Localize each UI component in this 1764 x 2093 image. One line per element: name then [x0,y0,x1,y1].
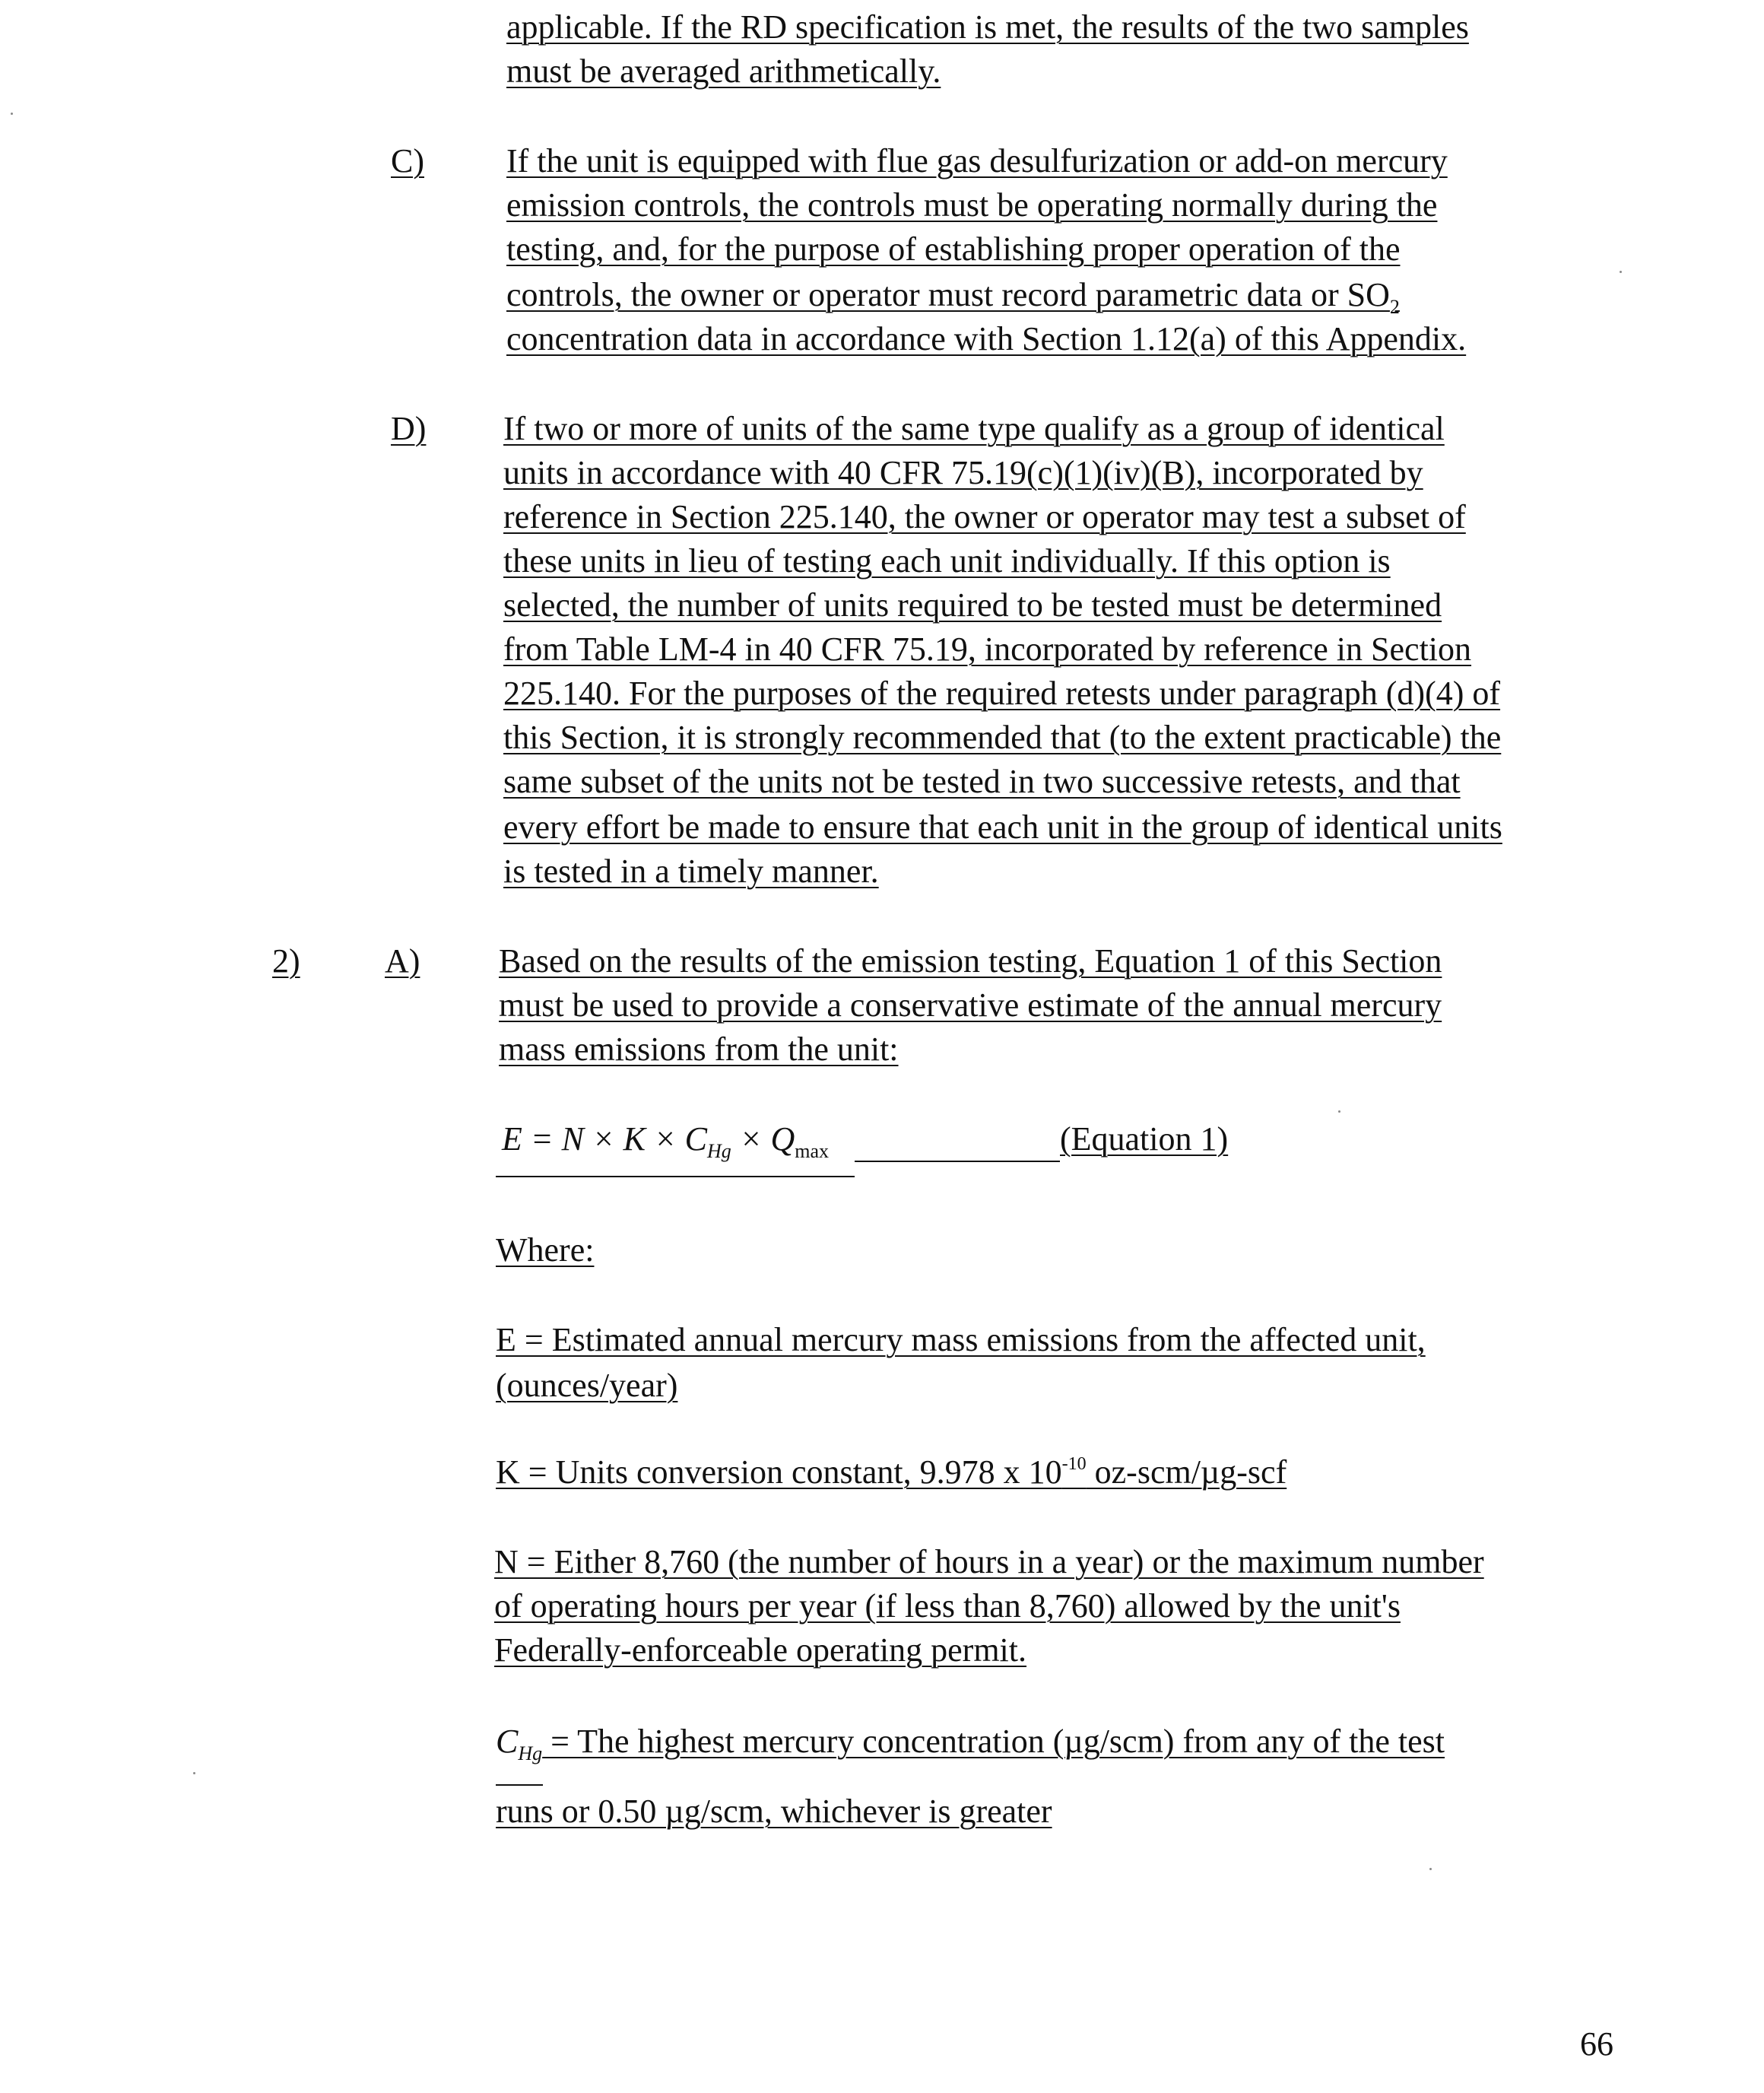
def-e-line-1: E = Estimated annual mercury mass emissions from the affected unit, [496,1321,1426,1358]
item-c-label: C) [391,142,424,179]
item-d-line-11: is tested in a timely manner. [503,853,879,890]
item-2a-label: A) [385,942,420,980]
item-d-line-6: from Table LM-4 in 40 CFR 75.19, incorporated by reference in Section [503,630,1472,668]
equation-c-subscript: Hg [707,1140,731,1162]
def-e-line-2: (ounces/year) [496,1367,678,1404]
item-2a-line-2: must be used to provide a conservative estimate of the annual mercury [499,986,1442,1024]
equation-lhs: E = N × K × C [502,1120,707,1158]
def-c-symbol-rule [496,1784,543,1786]
def-c-line-1 [496,1723,1445,1764]
item-d-line-5: selected, the number of units required to be tested must be determined [503,586,1442,624]
def-n-line-3: Federally-enforceable operating permit. [494,1631,1027,1669]
equation-q-subscript: max [795,1140,830,1162]
item-d-line-1: If two or more of units of the same type qualify as a group of identical [503,410,1445,447]
item-d-label: D) [391,410,427,447]
item-d-line-10: every effort be made to ensure that each unit in the group of identical units [503,808,1502,846]
item-2-label: 2) [272,942,300,980]
where-label: Where: [496,1231,595,1269]
def-k [496,1453,1287,1491]
scan-speck [1429,1868,1432,1870]
scan-speck [193,1772,195,1774]
def-k-units: oz-scm/µg-scf [1086,1453,1287,1491]
item-c-line-2: emission controls, the controls must be operating normally during the [506,186,1438,224]
def-n-line-1: N = Either 8,760 (the number of hours in a year) or the maximum number [494,1543,1484,1580]
item-2a-line-1: Based on the results of the emission testing, Equation 1 of this Section [499,942,1442,980]
continuation-line-1: applicable. If the RD specification is met, the results of the two samples [506,8,1469,46]
def-k-text: K = Units conversion constant, 9.978 x 10 [496,1453,1062,1491]
scan-speck [11,113,13,115]
item-c-line-4 [506,276,1400,318]
item-d-line-8: this Section, it is strongly recommended that (to the extent practicable) the [503,719,1502,756]
equation-gap-rule [855,1161,1060,1162]
item-c-line-1: If the unit is equipped with flue gas desulfurization or add-on mercury [506,142,1448,179]
so2-subscript: 2 [1389,296,1400,318]
scan-speck [1620,271,1622,273]
equation-1 [502,1120,830,1162]
page-number: 66 [1580,2025,1613,2063]
item-2a-line-3: mass emissions from the unit: [499,1031,899,1068]
def-c-subscript: Hg [518,1742,543,1764]
item-c-line-4-text: controls, the owner or operator must record parametric data or SO [506,276,1390,313]
item-d-line-4: these units in lieu of testing each unit individually. If this option is [503,542,1391,580]
item-d-line-2: units in accordance with 40 CFR 75.19(c)(1)(iv)(B), incorporated by [503,454,1423,491]
item-d-line-3: reference in Section 225.140, the owner or operator may test a subset of [503,498,1466,535]
scan-speck [1338,1110,1340,1113]
def-c-text: = The highest mercury concentration (µg/scm) from any of the test [542,1723,1445,1760]
item-d-line-7: 225.140. For the purposes of the required retests under paragraph (d)(4) of [503,675,1501,712]
def-k-exponent: -10 [1061,1454,1087,1474]
item-c-line-3: testing, and, for the purpose of establishing proper operation of the [506,230,1401,268]
continuation-line-2: must be averaged arithmetically. [506,52,941,90]
equation-underline [496,1176,855,1177]
def-n-line-2: of operating hours per year (if less than 8,760) allowed by the unit's [494,1587,1401,1625]
item-d-line-9: same subset of the units not be tested in two successive retests, and that [503,763,1461,800]
equation-q-symbol: × Q [731,1120,795,1158]
equation-label: (Equation 1) [1060,1120,1229,1158]
item-c-line-5: concentration data in accordance with Section 1.12(a) of this Appendix. [506,320,1467,357]
def-c-symbol: C [496,1723,519,1760]
def-c-line-2: runs or 0.50 µg/scm, whichever is greater [496,1793,1052,1830]
